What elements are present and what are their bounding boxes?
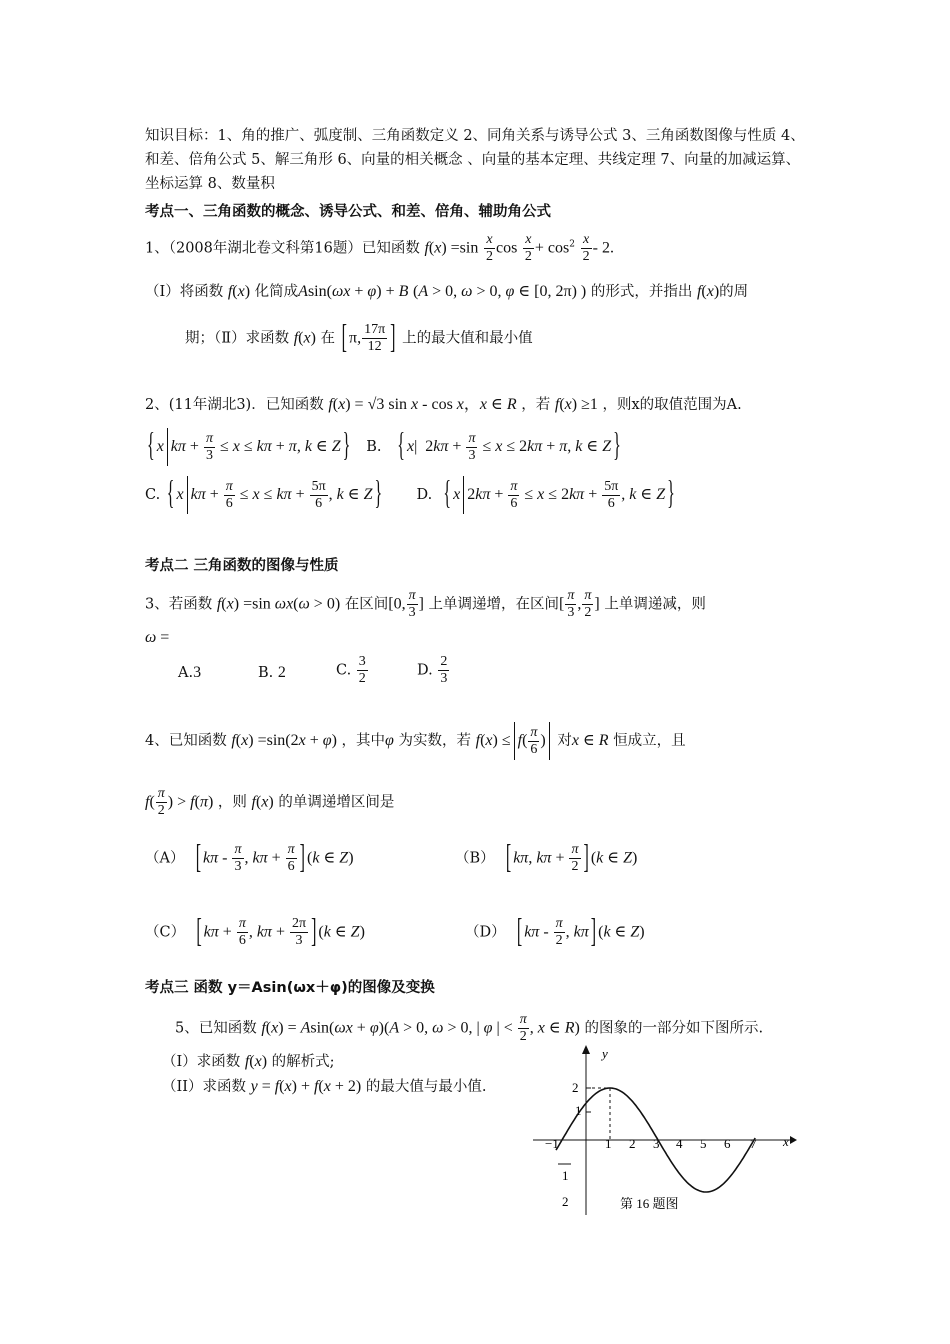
sine-graph (525, 1040, 805, 1220)
section-3-heading: 考点三 函数 y＝Asin(ωx＋φ)的图像及变换 (145, 980, 435, 996)
x-axis-arrow-icon (790, 1136, 797, 1144)
y-tick-2: 2 (572, 1080, 579, 1095)
x-tick-2: 2 (629, 1136, 636, 1151)
x-tick-5: 5 (700, 1136, 707, 1151)
q2-option-d-label: D. (416, 487, 433, 503)
question-5: 5、已知函数 f(x) = Asin(ωx + φ)(A > 0, ω > 0, | φ | < $\frac{\pi}{2}$ , x ∈ R) 的图象的一部分如下图所示. (175, 1012, 764, 1044)
x-tick-7: 7 (750, 1136, 757, 1151)
q4-option-a: （A） [ kπ - $\frac{\pi}{3}$ , kπ + $\frac{\pi}{6}$ ] (k ∈ Z) (145, 839, 354, 876)
x-ticks (605, 1136, 757, 1151)
x-tick-6: 6 (724, 1136, 731, 1151)
q3-option-b: B. 2 (258, 664, 286, 681)
question-1-part-1: （Ⅰ）将函数 f(x) 化简成Asin(ωx + φ) + B (A > 0, ω > 0, φ ∈ [0, 2π) ) 的形式，并指出 f(x)的周 (145, 283, 749, 300)
x-tick-4: 4 (676, 1136, 683, 1151)
q3-option-d: D. $\frac{2}{3}$ (417, 654, 448, 686)
q4-option-c: （C） [ kπ + $\frac{\pi}{6}$ , kπ + $\frac{2\pi}{3}$ ] (k ∈ Z) (145, 913, 365, 950)
q3-option-c: C. $\frac{3}{2}$ (336, 654, 366, 686)
neg-one-label: −1 (545, 1136, 559, 1151)
question-2-options-cd: C. { x kπ + $\frac{\pi}{6}$ ≤ x ≤ kπ + $\frac{5\pi}{6}$ , k ∈ Z } D. { x 2kπ + $\frac{\pi}{6}$ ≤ x ≤ 2kπ + $\frac{5\pi}{6}$ , k ∈ Z } (145, 476, 677, 514)
y-tick-1: 1 (575, 1103, 582, 1118)
q3-option-a: A.3 (178, 664, 202, 681)
q4-option-b: （B） [ kπ, kπ + $\frac{\pi}{2}$ ] (k ∈ Z) (455, 839, 638, 876)
y-axis-label: y (602, 1046, 608, 1061)
y-axis-arrow-icon (582, 1045, 590, 1054)
question-3: 3、若函数 f(x) =sin ωx(ω > 0) 在区间[0, $\frac{\pi}{3}$ ] 上单调递增，在区间[ $\frac{\pi}{3}$ , $\frac{\pi}{2}$ ] 上单调递减，则 (145, 588, 706, 620)
x-axis-label: x (783, 1134, 789, 1149)
section-1-heading: 考点一、三角函数的概念、诱导公式、和差、倍角、辅助角公式 (145, 204, 551, 220)
q2-option-b-label: B. (366, 439, 382, 455)
question-2-options-ab: { x kπ + $\frac{\pi}{3}$ ≤ x ≤ kπ + π, k ∈ Z } B. { x| 2kπ + $\frac{\pi}{3}$ ≤ x ≤ 2kπ + π, k ∈ Z } (145, 428, 623, 466)
question-1: 1、（2008年湖北卷文科第16题）已知函数 f(x) =sin $\frac{x}{2}$ cos $\frac{x}{2}$ + $\cos^2$ $\frac{x}{2}$ - 2. (145, 232, 614, 264)
question-1-part-2: 期；（Ⅱ）求函数 f(x) 在 [ π, $\frac{17\pi}{12}$ ] 上的最大值和最小值 (185, 319, 533, 356)
q3-omega: ω = (145, 629, 170, 646)
x-tick-1: 1 (605, 1136, 612, 1151)
question-4-condition: f( $\frac{\pi}{2}$ ) > f(π) ，则 f(x) 的单调递增区间是 (145, 786, 395, 818)
knowledge-goals: 知识目标：1、角的推广、弧度制、三角函数定义 2、同角关系与诱导公式 3、三角函数图像与性质 4、和差、倍角公式 5、解三角形 6、向量的相关概念 、向量的基本定理、共线定理 7、向量的加减运算、坐标运算 8、数量积 (145, 128, 805, 192)
figure-caption: 第 16 题图 (620, 1196, 679, 1211)
question-5-part-2: （II）求函数 y = f(x) + f(x + 2) 的最大值与最小值. (162, 1078, 487, 1095)
x-tick-3: 3 (653, 1136, 660, 1151)
q2-option-c-label: C. (145, 487, 161, 503)
question-5-part-1: （I）求函数 f(x) 的解析式; (162, 1053, 335, 1070)
question-4: 4、已知函数 f(x) =sin(2x + φ) ，其中φ 为实数，若 f(x) ≤ f( $\frac{\pi}{6}$ ) 对x ∈ R 恒成立，且 (145, 722, 686, 760)
neg-half-num: 1 (562, 1168, 569, 1183)
question-2: 2、(11年湖北3)．已知函数 f(x) = √3 sin x - cos x，x ∈ R ，若 f(x) ≥1 ，则x的取值范围为A. (145, 396, 742, 413)
q4-option-d: （D） [ kπ - $\frac{\pi}{2}$ , kπ ] (k ∈ Z) (465, 913, 645, 950)
q1-prefix: 1、（2008年湖北卷文科第16题）已知函数 (145, 240, 420, 257)
section-2-heading: 考点二 三角函数的图像与性质 (145, 558, 339, 574)
neg-half-den: 2 (562, 1194, 569, 1209)
